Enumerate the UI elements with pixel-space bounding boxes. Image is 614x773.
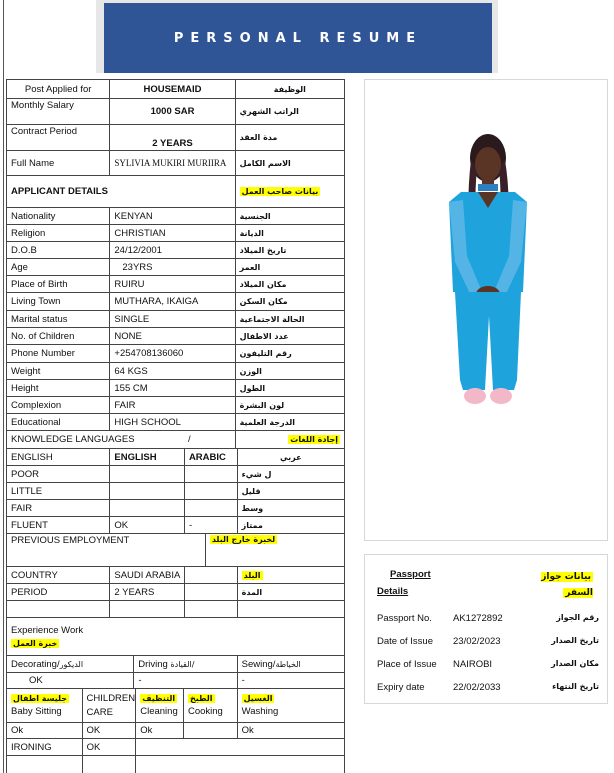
country-ar: البلد	[243, 570, 261, 580]
detail-label: D.O.B	[7, 242, 110, 258]
detail-label-ar: العمر	[239, 262, 261, 272]
language-row	[6, 500, 345, 517]
skill-label-ar: CHILDREN	[86, 693, 136, 704]
applicant-details-label: APPLICANT DETAILS	[7, 176, 236, 207]
language-level: FLUENT	[7, 517, 110, 533]
skill-label-ar: جليسة اطفال	[13, 694, 68, 703]
detail-value: +254708136060	[110, 345, 235, 362]
language-arabic: -	[185, 517, 238, 533]
detail-row	[6, 259, 345, 276]
post-label: Post Applied for	[7, 80, 110, 98]
language-arabic	[185, 500, 238, 516]
detail-value: 64 KGS	[110, 363, 235, 379]
previous-employment-label: PREVIOUS EMPLOYMENT	[7, 534, 206, 566]
detail-value: 24/12/2001	[110, 242, 235, 258]
driving-label: Driving	[138, 658, 168, 670]
lang-head-arabic: ARABIC	[185, 449, 238, 465]
passport-value: 23/02/2023	[453, 636, 501, 647]
detail-row	[6, 208, 345, 225]
skill-label-ar: الغسيل	[243, 694, 273, 703]
language-english: OK	[110, 517, 185, 533]
salary-value: 1000 SAR	[110, 99, 235, 124]
language-english	[110, 483, 185, 499]
language-english	[110, 466, 185, 482]
detail-row	[6, 276, 345, 293]
language-arabic	[185, 466, 238, 482]
language-level: FAIR	[7, 500, 110, 516]
passport-title-details: Details	[377, 586, 409, 597]
detail-label-ar: الحالة الاجتماعية	[239, 314, 305, 324]
detail-label: Height	[7, 380, 110, 396]
page-title: PERSONAL RESUME	[104, 3, 492, 73]
skill-value: Ok	[7, 723, 83, 738]
lang-head-english: ENGLISH	[110, 449, 185, 465]
passport-label: Date of Issue	[377, 636, 433, 647]
skill-cell	[238, 689, 344, 722]
fullname-label-ar: الاسم الكامل	[239, 158, 291, 168]
ironing-label: IRONING	[7, 739, 83, 755]
detail-label-ar: الدرجة العلمية	[239, 417, 296, 427]
language-level: LITTLE	[7, 483, 110, 499]
detail-label: Phone Number	[7, 345, 110, 362]
detail-label-ar: الطول	[239, 383, 266, 393]
detail-row	[6, 380, 345, 397]
detail-row	[6, 242, 345, 259]
passport-label-ar: تاريخ الصدار	[551, 636, 599, 645]
detail-row	[6, 225, 345, 242]
detail-value: FAIR	[110, 397, 235, 413]
language-arabic	[185, 483, 238, 499]
skill-cell	[83, 689, 137, 722]
passport-value: AK1272892	[453, 613, 503, 624]
detail-label-ar: رقم التليفون	[239, 349, 292, 358]
detail-value: 23YRS	[110, 259, 235, 275]
passport-label-ar: مكان الصدار	[551, 659, 599, 668]
skill-value: Ok	[241, 725, 254, 736]
detail-label-ar: لون البشرة	[239, 400, 285, 410]
applicant-photo	[365, 80, 609, 542]
detail-row	[6, 397, 345, 414]
detail-value: RUIRU	[110, 276, 235, 292]
skill-label: Cleaning	[140, 706, 178, 717]
passport-label: Place of Issue	[377, 659, 437, 670]
detail-row	[6, 328, 345, 345]
detail-value: HIGH SCHOOL	[110, 414, 235, 430]
language-row	[6, 517, 345, 534]
detail-label: Place of Birth	[7, 276, 110, 292]
skill-value: OK	[83, 723, 137, 738]
skill-label: Washing	[241, 706, 279, 717]
detail-label: No. of Children	[7, 328, 110, 344]
applicant-details-ar: بيانات صاحب العمل	[241, 187, 319, 196]
driving-value: -	[134, 673, 237, 688]
country-value: SAUDI ARABIA	[110, 567, 185, 583]
decorating-ar: الديكور	[59, 659, 84, 669]
skill-label-ar: الطبخ	[189, 694, 213, 703]
skill-label: Baby Sitting	[11, 706, 62, 717]
passport-label: Passport No.	[377, 613, 432, 624]
resume-form	[6, 79, 345, 773]
detail-label-ar: مكان الميلاد	[239, 279, 287, 289]
previous-employment-ar: لخبرة خارج البلد	[211, 535, 276, 544]
passport-details	[364, 554, 608, 704]
detail-label: Educational	[7, 414, 110, 430]
language-level: POOR	[7, 466, 110, 482]
detail-label-ar: الجنسية	[239, 211, 271, 221]
post-label-ar: الوظيفة	[273, 84, 306, 94]
detail-label: Religion	[7, 225, 110, 241]
skill-cell	[184, 689, 238, 722]
contract-value: 2 YEARS	[110, 125, 235, 150]
detail-label-ar: عدد الاطفال	[239, 331, 289, 341]
photo-frame	[364, 79, 608, 541]
detail-value: KENYAN	[110, 208, 235, 224]
passport-row	[377, 682, 605, 693]
salary-label: Monthly Salary	[7, 99, 110, 124]
detail-label-ar: الديانة	[239, 228, 264, 238]
driving-ar: القيادة/	[170, 659, 195, 669]
contract-label: Contract Period	[7, 125, 110, 150]
passport-row	[377, 613, 605, 624]
languages-slash: /	[187, 434, 191, 445]
detail-value: MUTHARA, IKAIGA	[110, 293, 235, 310]
passport-row	[377, 636, 605, 647]
detail-value: CHRISTIAN	[110, 225, 235, 241]
passport-label-ar: تاريخ النتهاء	[552, 682, 599, 691]
sewing-ar: الخياطة	[275, 659, 301, 669]
detail-label: Weight	[7, 363, 110, 379]
detail-row	[6, 345, 345, 363]
detail-row	[6, 414, 345, 431]
detail-label-ar: تاريخ الميلاد	[239, 245, 287, 255]
detail-row	[6, 311, 345, 328]
salary-label-ar: الراتب الشهري	[239, 107, 299, 116]
detail-value: SINGLE	[110, 311, 235, 327]
detail-value: NONE	[110, 328, 235, 344]
fullname-value: SYLIVIA MUKIRI MURIIRA	[110, 151, 235, 175]
experience-label: Experience Work	[11, 625, 84, 636]
languages-ar: إجادة اللغات	[290, 435, 338, 444]
detail-label: Complexion	[7, 397, 110, 413]
languages-label: KNOWLEDGE LANGUAGES	[11, 434, 135, 445]
skill-cell	[136, 689, 184, 722]
skill-cell	[7, 689, 83, 722]
detail-label-ar: مكان السكن	[239, 297, 288, 306]
sewing-value: -	[241, 675, 245, 686]
passport-value: 22/02/2033	[453, 682, 501, 693]
passport-row	[377, 659, 605, 670]
detail-label: Marital status	[7, 311, 110, 327]
passport-title: Passport	[390, 569, 431, 580]
detail-label-ar: الوزن	[239, 366, 262, 376]
detail-label: Age	[7, 259, 110, 275]
contract-label-ar: مدة العقد	[239, 133, 278, 142]
language-level-ar: ل شيء	[241, 469, 272, 479]
lang-head-arabic-ar: عربي	[280, 452, 302, 462]
decorating-label: Decorating/	[11, 658, 60, 670]
language-row	[6, 466, 345, 483]
passport-label: Expiry date	[377, 682, 425, 693]
left-margin-line	[3, 0, 4, 773]
detail-row	[6, 363, 345, 380]
ironing-value: OK	[83, 739, 137, 755]
skill-label: Cooking	[187, 706, 223, 717]
detail-value: 155 CM	[110, 380, 235, 396]
passport-value: NAIROBI	[453, 659, 493, 670]
skill-value: Ok	[136, 723, 184, 738]
fullname-label: Full Name	[7, 151, 110, 175]
decorating-value: OK	[7, 673, 134, 688]
post-value: HOUSEMAID	[110, 80, 235, 98]
experience-ar: خبرة العمل	[13, 639, 58, 648]
sewing-label: Sewing/	[241, 658, 276, 670]
language-row	[6, 483, 345, 500]
skill-label: CARE	[86, 707, 113, 718]
period-ar: المدة	[241, 587, 263, 597]
language-level-ar: وسط	[241, 503, 264, 513]
country-label: COUNTRY	[7, 567, 110, 583]
detail-label: Nationality	[7, 208, 110, 224]
period-value: 2 YEARS	[110, 584, 185, 600]
language-level-ar: قليل	[241, 486, 261, 496]
language-english	[110, 500, 185, 516]
detail-row	[6, 293, 345, 311]
passport-label-ar: رقم الجواز	[556, 613, 599, 622]
skill-value	[184, 723, 238, 738]
detail-label: Living Town	[7, 293, 110, 310]
language-level-ar: ممتاز	[241, 520, 263, 530]
lang-head-level: ENGLISH	[7, 449, 110, 465]
passport-title-ar: بيانات جواز السفر	[541, 572, 593, 598]
period-label: PERIOD	[7, 584, 110, 600]
skill-label-ar: التنظيف	[142, 694, 176, 703]
